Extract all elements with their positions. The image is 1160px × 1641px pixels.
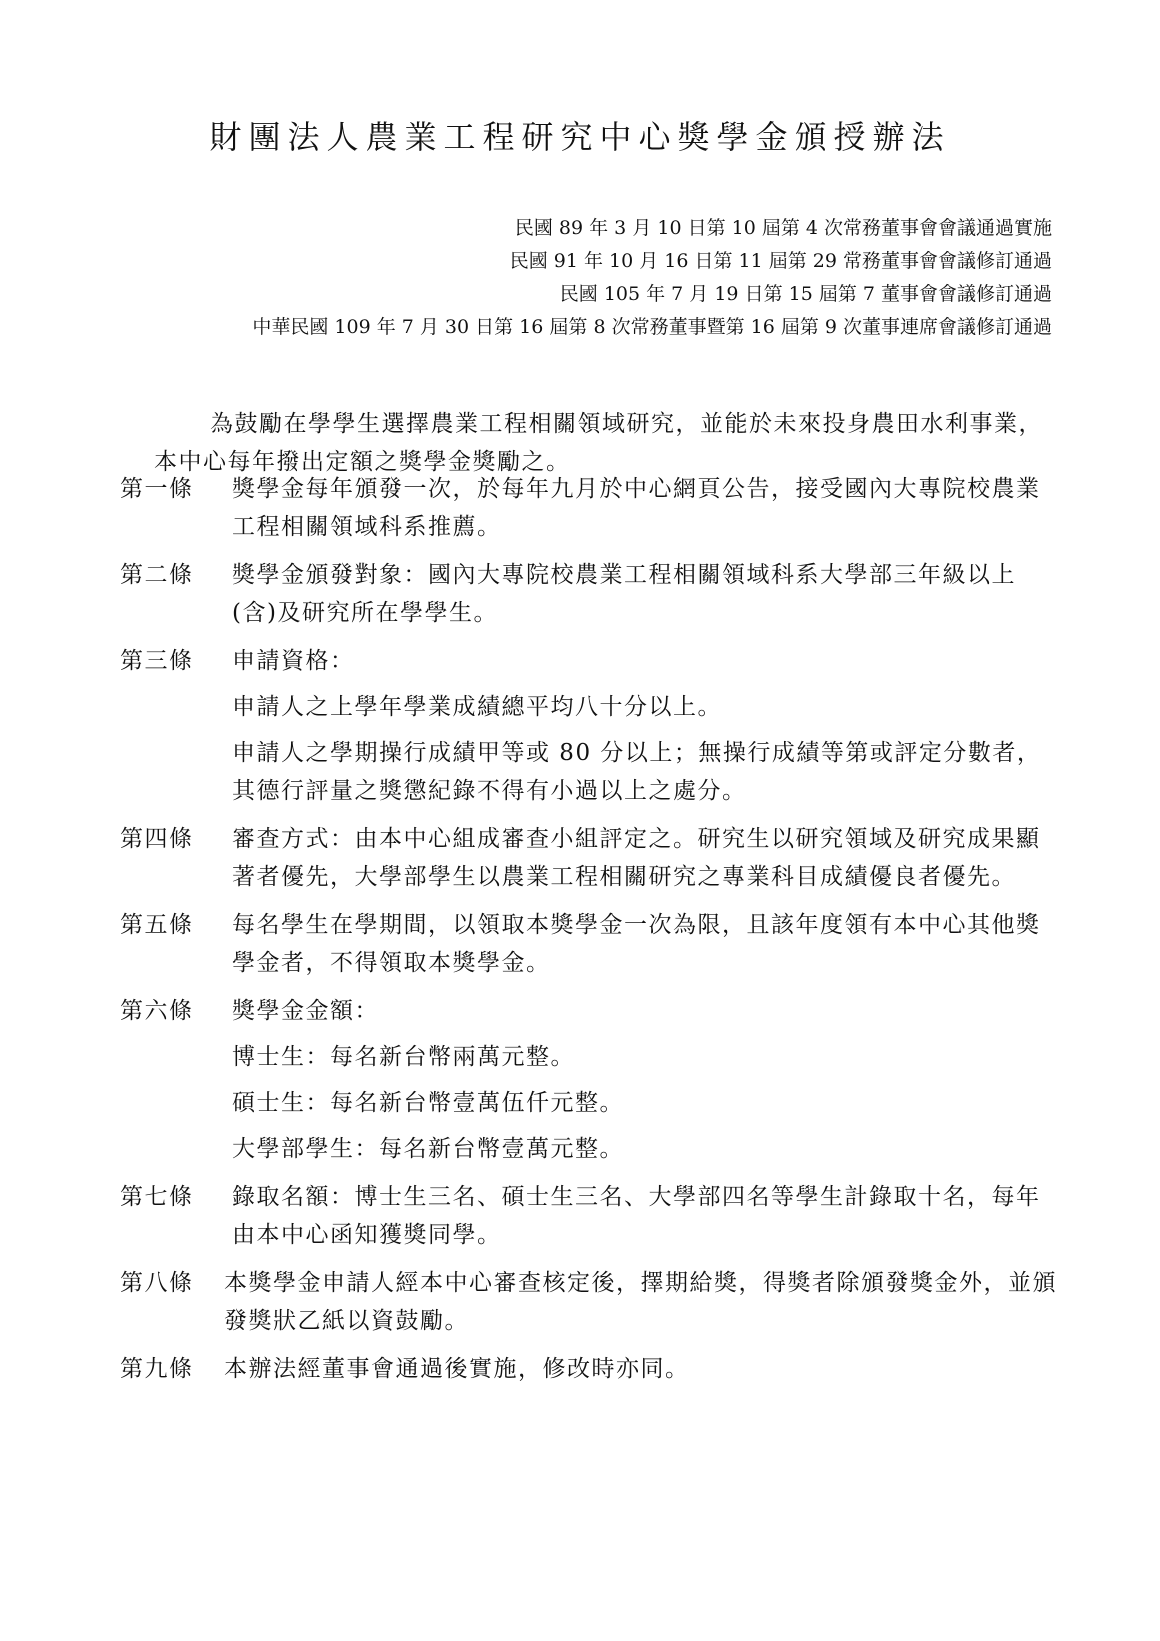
article-1: [120, 470, 1060, 546]
article-2: [120, 556, 1060, 632]
article-label: 第七條: [120, 1184, 194, 1210]
article-label: 第三條: [120, 648, 194, 674]
article-text: 獎學金每年頒發一次，於每年九月於中心網頁公告，接受國內大專院校農業工程相關領域科系推薦。: [232, 476, 1041, 540]
history-line: 民國 89 年 3 月 10 日第 10 屆第 4 次常務董事會會議通過實施: [514, 217, 1052, 239]
article-8: [120, 1264, 1060, 1340]
article-body: [232, 992, 1060, 1168]
article-item: 申請人之上學年學業成績總平均八十分以上。: [232, 694, 722, 720]
article-item: 申請人之學期操行成績甲等或 80 分以上；無操行成績等第或評定分數者，其德行評量之獎懲紀錄不得有小過以上之處分。: [232, 740, 1042, 804]
article-text: 獎學金頒發對象：國內大專院校農業工程相關領域科系大學部三年級以上(含)及研究所在學學生。: [232, 562, 1016, 626]
history-line: 中華民國 109 年 7 月 30 日第 16 屆第 8 次常務董事暨第 16 屆第 9 次董事連席會議修訂通過: [252, 316, 1052, 338]
article-text: 本獎學金申請人經本中心審查核定後，擇期給獎，得獎者除頒發獎金外，並頒發獎狀乙紙以資鼓勵。: [224, 1270, 1057, 1334]
article-body: [232, 642, 1060, 810]
article-3: [120, 642, 1060, 810]
article-text: 本辦法經董事會通過後實施，修改時亦同。: [224, 1356, 690, 1382]
article-label: 第八條: [120, 1270, 194, 1296]
document-title: 財團法人農業工程研究中心獎學金頒授辦法: [209, 118, 951, 156]
article-label: 第四條: [120, 826, 194, 852]
article-7: [120, 1178, 1060, 1254]
article-5: [120, 906, 1060, 982]
article-text: 申請資格：: [232, 648, 355, 674]
article-list: [120, 476, 1060, 1398]
preamble: 為鼓勵在學學生選擇農業工程相關領域研究，並能於未來投身農田水利事業，本中心每年撥出定額之獎學金獎勵之。: [154, 411, 1043, 475]
article-text: 每名學生在學期間，以領取本獎學金一次為限，且該年度領有本中心其他獎學金者，不得領取本獎學金。: [232, 912, 1041, 976]
article-6: [120, 992, 1060, 1168]
article-text: 獎學金金額：: [232, 998, 379, 1024]
article-9: [120, 1350, 1060, 1388]
article-label: 第一條: [120, 476, 194, 502]
article-label: 第二條: [120, 562, 194, 588]
history-line: 民國 91 年 10 月 16 日第 11 屆第 29 常務董事會會議修訂通過: [509, 250, 1052, 272]
article-text: 審查方式：由本中心組成審查小組評定之。研究生以研究領域及研究成果顯著者優先，大學部學生以農業工程相關研究之專業科目成績優良者優先。: [232, 826, 1041, 890]
article-item: 碩士生：每名新台幣壹萬伍仟元整。: [232, 1090, 624, 1116]
history-line: 民國 105 年 7 月 19 日第 15 屆第 7 董事會會議修訂通過: [559, 283, 1052, 305]
article-text: 錄取名額：博士生三名、碩士生三名、大學部四名等學生計錄取十名，每年由本中心函知獲獎同學。: [232, 1184, 1041, 1248]
article-4: [120, 820, 1060, 896]
article-label: 第五條: [120, 912, 194, 938]
article-label: 第六條: [120, 998, 194, 1024]
article-label: 第九條: [120, 1356, 194, 1382]
amendment-history: [252, 212, 1052, 344]
article-item: 博士生：每名新台幣兩萬元整。: [232, 1044, 575, 1070]
article-item: 大學部學生：每名新台幣壹萬元整。: [232, 1136, 624, 1162]
